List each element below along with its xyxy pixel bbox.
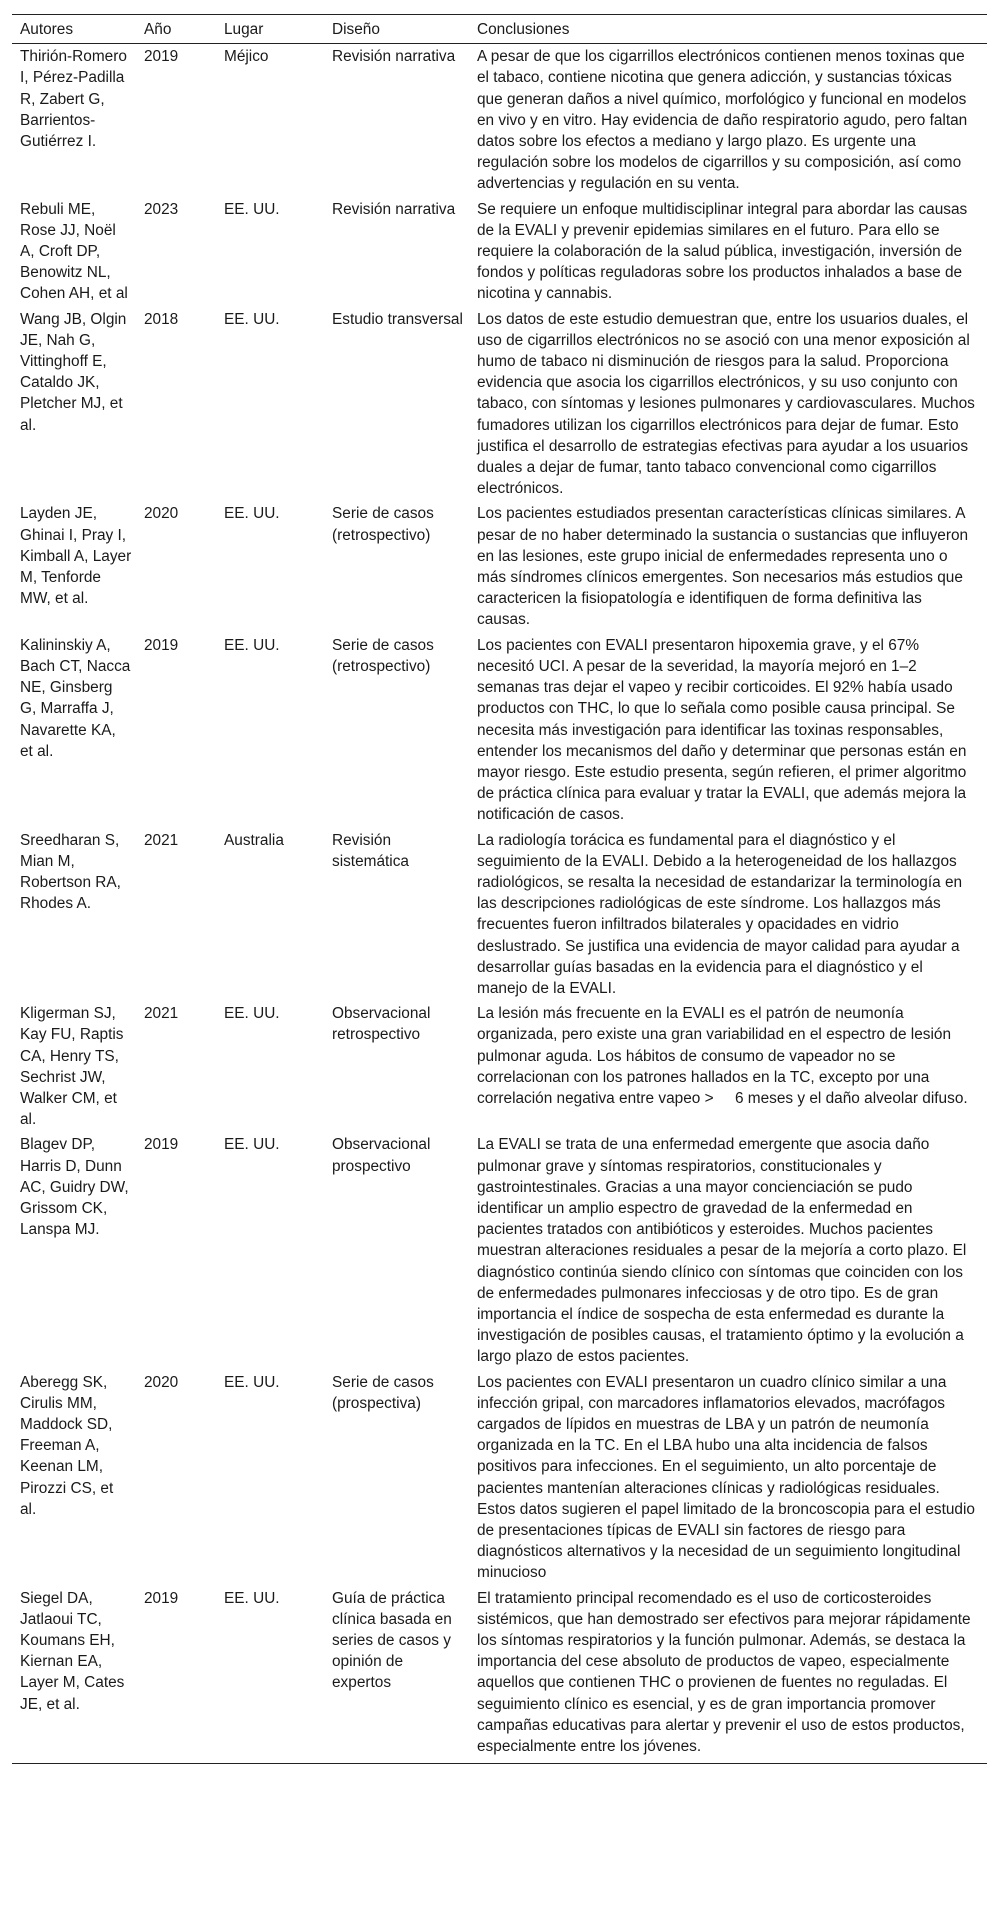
cell-design: Observacional retrospectivo	[332, 1005, 431, 1044]
cell-conclusions: Los pacientes con EVALI presentaron hipoxemia grave, y el 67% necesitó UCI. A pesar de la severidad, la mayoría mejoró en 1–2 semanas tras dejar el vapeo y recibir corticoides. El 92% había usado productos con THC, lo que lo señala como posible causa principal. Se necesita más investigación para identificar las toxinas responsables, entender los mecanismos del daño y determinar que personas están en mayor riesgo. Este estudio presenta, según refieren, el primer algoritmo de práctica clínica para evaluar y tratar la EVALI, que además mejora la notificación de casos.	[477, 636, 967, 824]
cell-place: EE. UU.	[224, 505, 280, 523]
cell-design: Estudio transversal	[332, 310, 463, 328]
cell-year: 2020	[144, 1373, 179, 1391]
cell-design: Serie de casos (retrospectivo)	[332, 505, 434, 544]
cell-authors: Blagev DP, Harris D, Dunn AC, Guidry DW, Grissom CK, Lanspa MJ.	[20, 1136, 129, 1239]
cell-authors: Kalininskiy A, Bach CT, Nacca NE, Ginsberg G, Marraffa J, Navarette KA, et al.	[20, 636, 131, 760]
table-row	[12, 197, 987, 307]
cell-conclusions: A pesar de que los cigarrillos electrónicos contienen menos toxinas que el tabaco, contiene nicotina que genera adicción, y sustancias tóxicas que generan daños a nivel químico, morfológico y funcional en modelos en vivo y en vitro. Hay evidencia de daño respiratorio agudo, pero faltan datos sobre los efectos a mediano y largo plazo. Es urgente una regulación sobre los modelos de cigarrillos y su composición, así como advertencias y regulación en su venta.	[477, 48, 968, 193]
cell-place: Australia	[224, 831, 284, 849]
header-place: Lugar	[216, 15, 324, 44]
cell-place: Méjico	[224, 48, 269, 66]
cell-authors: Wang JB, Olgin JE, Nah G, Vittinghoff E, Cataldo JK, Pletcher MJ, et al.	[20, 310, 127, 434]
cell-year: 2019	[144, 636, 179, 654]
cell-year: 2021	[144, 831, 179, 849]
cell-authors: Kligerman SJ, Kay FU, Raptis CA, Henry TS, Sechrist JW, Walker CM, et al.	[20, 1005, 124, 1129]
table-body	[12, 44, 987, 1764]
table-header	[12, 15, 987, 44]
cell-design: Revisión narrativa	[332, 200, 456, 218]
cell-year: 2019	[144, 48, 179, 66]
cell-place: EE. UU.	[224, 1005, 280, 1023]
cell-conclusions: El tratamiento principal recomendado es el uso de corticosteroides sistémicos, que han demostrado ser efectivos para mejorar rápidamente los síntomas respiratorios y la función pulmonar. Además, se destaca la importancia del cese absoluto de productos de vapeo, especialmente aquellos que contienen THC o provienen de fuentes no reguladas. El seguimiento clínico es esencial, y es de gran importancia promover campañas educativas para alertar y prevenir el uso de estos productos, especialmente entre los jóvenes.	[469, 1586, 987, 1764]
cell-conclusions: La lesión más frecuente en la EVALI es el patrón de neumonía organizada, pero existe una gran variabilidad en el espectro de lesión pulmonar aguda. Los hábitos de consumo de vapeador no se correlacionan con los patrones hallados en la TC, excepto por una correlación negativa entre vapeo > 6 meses y el daño alveolar difuso.	[477, 1005, 968, 1107]
cell-design: Revisión sistemática	[332, 831, 409, 870]
table-row	[12, 307, 987, 502]
header-authors: Autores	[12, 15, 136, 44]
table-row	[12, 1586, 987, 1764]
studies-table	[12, 14, 987, 1764]
cell-authors: Sreedharan S, Mian M, Robertson RA, Rhodes A.	[20, 831, 121, 913]
table-row	[12, 501, 987, 632]
cell-authors: Layden JE, Ghinai I, Pray I, Kimball A, Layer M, Tenforde MW, et al.	[20, 505, 132, 608]
cell-year: 2020	[144, 505, 179, 523]
table-row	[12, 1132, 987, 1369]
cell-authors: Aberegg SK, Cirulis MM, Maddock SD, Freeman A, Keenan LM, Pirozzi CS, et al.	[20, 1373, 114, 1518]
cell-place: EE. UU.	[224, 1136, 280, 1154]
table-row	[12, 828, 987, 1002]
cell-conclusions: Los pacientes con EVALI presentaron un cuadro clínico similar a una infección gripal, con marcadores inflamatorios elevados, macrófagos cargados de lípidos en muestras de LBA y un patrón de neumonía organizada en la TC. En el LBA hubo una alta incidencia de falsos positivos para infecciones. En el seguimiento, un alto porcentaje de pacientes mantenían alteraciones clínicas y radiológicas residuales. Estos datos sugieren el papel limitado de la broncoscopia para el estudio de presentaciones típicas de EVALI sin factores de riesgo para diagnósticos alternativos y la necesidad de un seguimiento longitudinal minucioso	[477, 1373, 975, 1582]
cell-conclusions: La radiología torácica es fundamental para el diagnóstico y el seguimiento de la EVALI. Debido a la heterogeneidad de los hallazgos radiológicos, se resalta la necesidad de estandarizar la terminología en las descripciones radiológicas de este síndrome. Los hallazgos más frecuentes fueron infiltrados bilaterales y opacidades en vidrio deslustrado. Se justifica una evidencia de mayor calidad para ayudar a desarrollar guías basadas en la evidencia para el diagnóstico y el manejo de la EVALI.	[477, 831, 963, 997]
header-row	[12, 15, 987, 44]
cell-place: EE. UU.	[224, 200, 280, 218]
table-row	[12, 44, 987, 197]
cell-year: 2018	[144, 310, 179, 328]
cell-place: EE. UU.	[224, 1373, 280, 1391]
cell-place: EE. UU.	[224, 636, 280, 654]
header-year: Año	[136, 15, 216, 44]
cell-conclusions: Se requiere un enfoque multidisciplinar integral para abordar las causas de la EVALI y prevenir epidemias similares en el futuro. Para ello se requiere la colaboración de la salud pública, investigación, inversión de fondos y políticas reguladoras sobre los productos inhalados a base de nicotina y cannabis.	[477, 200, 968, 303]
cell-conclusions: Los pacientes estudiados presentan características clínicas similares. A pesar de no haber determinado la sustancia o sustancias que influyeron en las lesiones, este grupo inicial de enfermedades representa uno o más síndromes clínicos emergentes. Son necesarios más estudios que caractericen la fisiopatología e identifiquen de forma definitiva las causas.	[477, 505, 969, 629]
table-row	[12, 1001, 987, 1132]
cell-design: Serie de casos (prospectiva)	[332, 1373, 434, 1412]
cell-design: Serie de casos (retrospectivo)	[332, 636, 434, 675]
cell-design: Observacional prospectivo	[332, 1136, 431, 1175]
cell-year: 2019	[136, 1586, 216, 1764]
cell-place: EE. UU.	[224, 310, 280, 328]
cell-year: 2021	[144, 1005, 179, 1023]
cell-conclusions: La EVALI se trata de una enfermedad emergente que asocia daño pulmonar grave y síntomas respiratorios, constitucionales y gastrointestinales. Gracias a una mayor concienciación se pudo identificar un amplio espectro de gravedad de la enfermedad en pacientes tratados con antibióticos y esteroides. Muchos pacientes muestran alteraciones residuales a pesar de la mejoría a corto plazo. El diagnóstico continúa siendo clínico con síntomas que coinciden con los de enfermedades pulmonares infecciosas y de otro tipo. Es de gran importancia el índice de sospecha de esta enfermedad es durante la investigación de posibles causas, el tratamiento óptimo y la evolución a largo plazo de estos pacientes.	[477, 1136, 967, 1366]
studies-table-container	[12, 14, 987, 1764]
cell-conclusions: Los datos de este estudio demuestran que, entre los usuarios duales, el uso de cigarrillos electrónicos no se asoció con una menor exposición al humo de tabaco ni disminución de riesgos para la salud. Proporciona evidencia que asocia los cigarrillos electrónicos, y su uso conjunto con tabaco, con síntomas y lesiones pulmonares y cardiovasculares. Muchos fumadores utilizan los cigarrillos electrónicos para dejar de fumar. Esto justifica el desarrollo de estrategias efectivas para ayudar a los usuarios duales a dejar de fumar, tanto tabaco convencional como cigarrillos electrónicos.	[477, 310, 975, 498]
cell-year: 2019	[144, 1136, 179, 1154]
cell-design: Guía de práctica clínica basada en series de casos y opinión de expertos	[324, 1586, 469, 1764]
header-conclusions: Conclusiones	[469, 15, 987, 44]
cell-place: EE. UU.	[216, 1586, 324, 1764]
table-row	[12, 633, 987, 828]
cell-authors: Rebuli ME, Rose JJ, Noël A, Croft DP, Benowitz NL, Cohen AH, et al	[20, 200, 128, 303]
cell-authors: Siegel DA, Jatlaoui TC, Koumans EH, Kiernan EA, Layer M, Cates JE, et al.	[12, 1586, 136, 1764]
cell-design: Revisión narrativa	[332, 48, 456, 66]
header-design: Diseño	[324, 15, 469, 44]
table-row	[12, 1370, 987, 1586]
cell-year: 2023	[144, 200, 179, 218]
cell-authors: Thirión-Romero I, Pérez-Padilla R, Zabert G, Barrientos-Gutiérrez I.	[20, 48, 127, 151]
